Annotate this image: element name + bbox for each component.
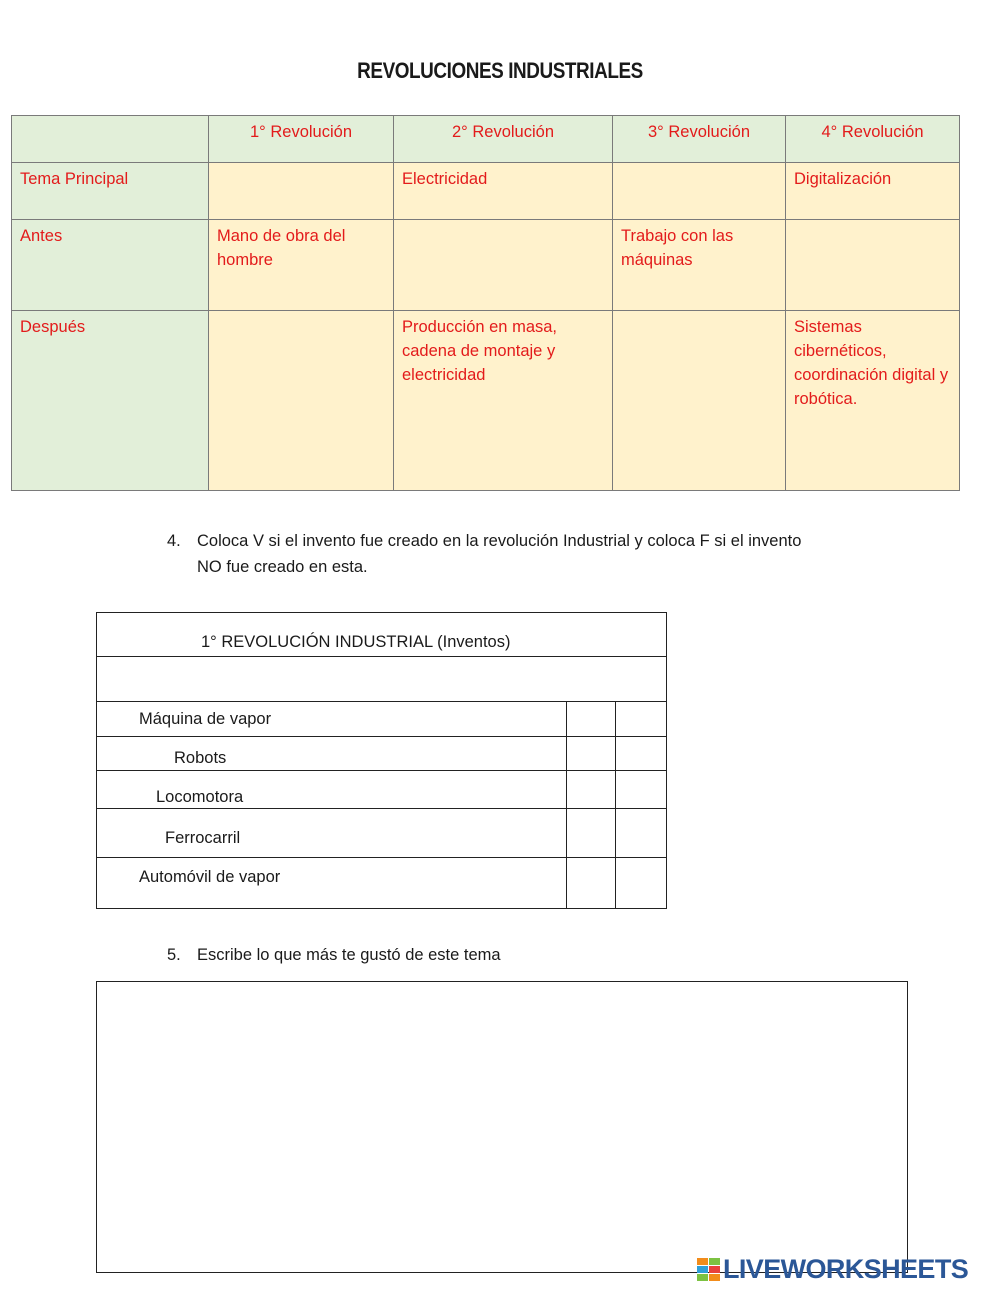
invention-label: Robots — [174, 749, 227, 767]
question-5-text: Escribe lo que más te gustó de este tema — [197, 946, 501, 964]
answer-cell[interactable]: Trabajo con las máquinas — [613, 220, 786, 311]
table-row — [97, 737, 666, 771]
answer-box-f[interactable] — [616, 737, 667, 770]
answer-cell[interactable] — [786, 220, 960, 311]
invention-label: Ferrocarril — [165, 829, 241, 847]
row-label-tema: Tema Principal — [12, 163, 209, 220]
inventions-table — [96, 612, 667, 909]
header-cell-rev3: 3° Revolución — [613, 116, 786, 163]
answer-box-v[interactable] — [566, 702, 616, 736]
question-5-number: 5. — [167, 946, 181, 964]
header-cell-empty — [12, 116, 209, 163]
answer-cell[interactable]: Digitalización — [786, 163, 960, 220]
answer-cell[interactable]: Sistemas cibernéticos, coordinación digital y robótica. — [786, 311, 960, 491]
liveworksheets-logo — [697, 1254, 995, 1286]
answer-box-f[interactable] — [616, 858, 667, 909]
row-label-despues: Después — [12, 311, 209, 491]
inventions-table-blank-row — [97, 657, 666, 702]
header-cell-rev4: 4° Revolución — [786, 116, 960, 163]
answer-box-f[interactable] — [616, 702, 667, 736]
question-4-line1: Coloca V si el invento fue creado en la revolución Industrial y coloca F si el invento — [197, 532, 802, 550]
invention-label: Máquina de vapor — [139, 710, 272, 728]
table-row — [12, 311, 960, 491]
table-header-row — [12, 116, 960, 163]
answer-cell[interactable]: Producción en masa, cadena de montaje y electricidad — [394, 311, 613, 491]
answer-box-f[interactable] — [616, 809, 667, 857]
inventions-table-title: 1° REVOLUCIÓN INDUSTRIAL (Inventos) — [201, 633, 511, 651]
answer-cell[interactable]: Electricidad — [394, 163, 613, 220]
table-row — [97, 809, 666, 858]
page-title: REVOLUCIONES INDUSTRIALES — [357, 58, 643, 83]
table-row — [97, 771, 666, 809]
inventions-table-header — [97, 613, 666, 657]
table-row — [97, 702, 666, 737]
logo-cubes-icon — [697, 1258, 721, 1282]
revolutions-table — [11, 115, 960, 491]
question-4-line2: NO fue creado en esta. — [197, 558, 368, 576]
answer-cell[interactable] — [209, 163, 394, 220]
answer-box-v[interactable] — [566, 737, 616, 770]
table-row — [12, 220, 960, 311]
answer-cell[interactable] — [613, 163, 786, 220]
free-answer-box[interactable] — [96, 981, 908, 1273]
brand-name: LIVEWORKSHEETS — [723, 1254, 969, 1284]
answer-cell[interactable] — [209, 311, 394, 491]
header-cell-rev2: 2° Revolución — [394, 116, 613, 163]
table-row — [97, 858, 666, 909]
question-4-number: 4. — [167, 532, 181, 550]
answer-cell[interactable]: Mano de obra del hombre — [209, 220, 394, 311]
invention-label: Automóvil de vapor — [139, 868, 281, 886]
table-row — [12, 163, 960, 220]
header-cell-rev1: 1° Revolución — [209, 116, 394, 163]
row-label-antes: Antes — [12, 220, 209, 311]
invention-label: Locomotora — [156, 788, 244, 806]
question-5 — [167, 942, 667, 970]
answer-cell[interactable] — [394, 220, 613, 311]
answer-cell[interactable] — [613, 311, 786, 491]
answer-box-f[interactable] — [616, 771, 667, 808]
answer-box-v[interactable] — [566, 771, 616, 808]
question-4 — [167, 528, 887, 584]
answer-box-v[interactable] — [566, 809, 616, 857]
answer-box-v[interactable] — [566, 858, 616, 909]
